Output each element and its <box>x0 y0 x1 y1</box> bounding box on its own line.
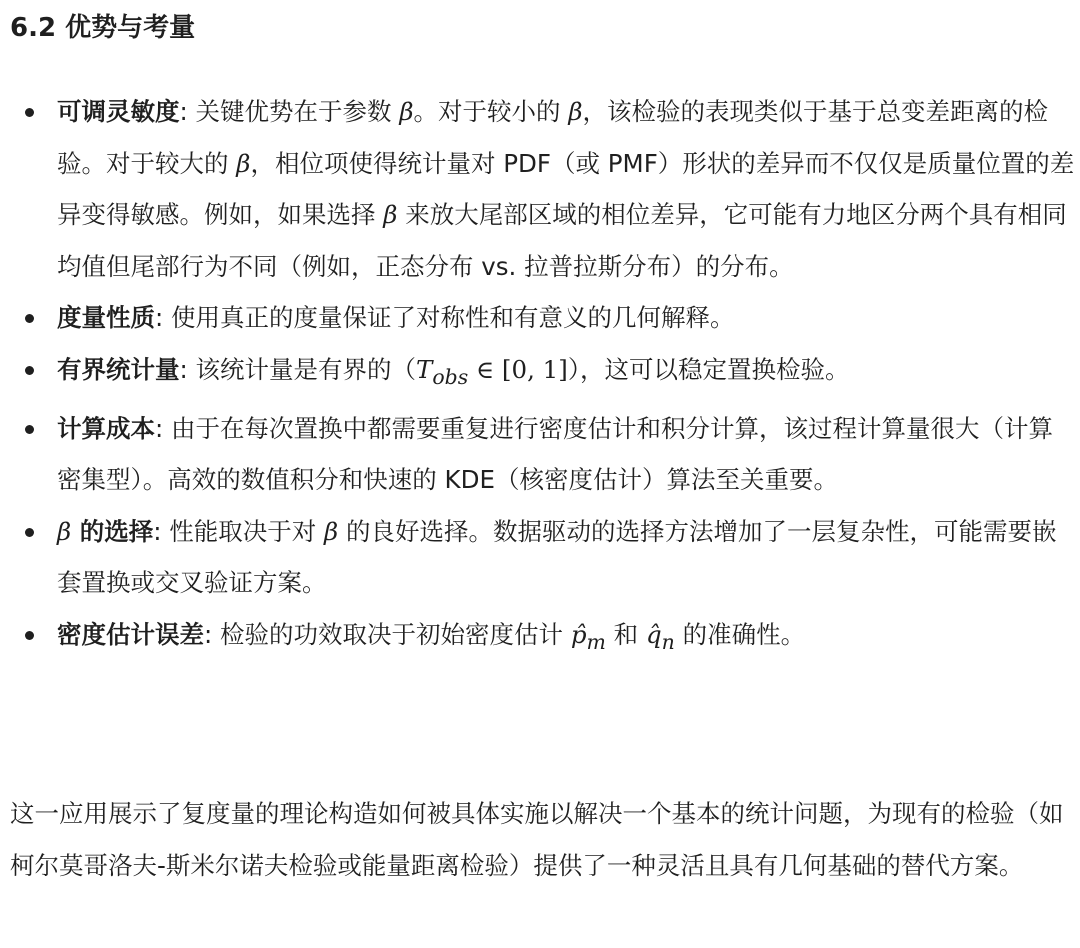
math-p-hat: p̂ <box>570 619 587 649</box>
item-text: 的良好选择。数据驱动的选择方法增加了一层复杂性，可能需要嵌套置换或交叉验证方案。 <box>57 516 1057 598</box>
item-term: 的选择 <box>71 516 154 546</box>
item-text: ，相位项使得统计量对 PDF（或 PMF）形状的差异而不仅仅是质量位置的差异变得敏感。例如，如果选择 <box>57 148 1075 229</box>
math-subscript: n <box>661 629 675 654</box>
item-separator: : <box>155 303 172 332</box>
list-item <box>0 86 1075 292</box>
list-item <box>0 609 1075 668</box>
bullet-icon <box>25 366 34 375</box>
item-text: 该统计量是有界的（ <box>195 354 417 384</box>
list-item <box>0 292 1075 344</box>
bullet-icon <box>25 314 34 323</box>
math-beta: β <box>568 97 583 126</box>
math-beta: β <box>324 516 339 546</box>
item-text: 来放大尾部区域的相位差异，它可能有力地区分两个具有相同均值但尾部行为不同（例如，正态分布 vs. 拉普拉斯分布）的分布。 <box>57 200 1067 281</box>
item-term: 计算成本 <box>57 413 155 443</box>
math-subscript: obs <box>432 364 469 389</box>
math-beta: β <box>399 97 414 126</box>
item-text: 的准确性。 <box>674 619 806 649</box>
math-t-obs: T <box>416 354 433 384</box>
item-separator: : <box>153 516 170 546</box>
math-beta: β <box>383 200 398 229</box>
item-text: 关键优势在于参数 <box>195 97 400 126</box>
item-term: 度量性质 <box>57 303 155 332</box>
list-item <box>0 403 1075 506</box>
item-text: 使用真正的度量保证了对称性和有意义的几何解释。 <box>171 303 735 332</box>
item-text: 检验的功效取决于初始密度估计 <box>220 619 571 649</box>
list-item <box>0 344 1075 403</box>
item-text: 和 <box>605 619 646 649</box>
math-beta: β <box>57 516 72 546</box>
item-term: 可调灵敏度 <box>57 97 180 126</box>
item-text: 性能取决于对 <box>169 516 325 546</box>
item-text: ），这可以稳定置换检验。 <box>567 354 850 384</box>
list-item <box>0 506 1075 609</box>
item-separator: : <box>155 413 172 443</box>
item-separator: : <box>179 97 196 126</box>
bullet-icon <box>25 528 34 537</box>
math-interval: ∈ [0, 1] <box>468 354 568 384</box>
item-text: 。对于较小的 <box>413 97 569 126</box>
bullet-icon <box>25 425 34 434</box>
math-q-hat: q̂ <box>645 619 662 649</box>
item-separator: : <box>179 354 196 384</box>
conclusion-paragraph: 这一应用展示了复度量的理论构造如何被具体实施以解决一个基本的统计问题，为现有的检验（如柯尔莫哥洛夫-斯米尔诺夫检验或能量距离检验）提供了一种灵活且具有几何基础的替代方案。 <box>10 799 1064 880</box>
math-subscript: m <box>586 629 606 654</box>
section-heading: 6.2 优势与考量 <box>10 13 196 43</box>
math-beta: β <box>236 148 251 178</box>
item-term: 有界统计量 <box>57 354 180 384</box>
advantages-list <box>0 86 1075 668</box>
bullet-icon <box>25 108 34 117</box>
item-text: ，该检验的表现类似于基于总变差距离的检验。对于较大的 <box>57 97 1048 178</box>
item-text: 由于在每次置换中都需要重复进行密度估计和积分计算，该过程计算量很大（计算密集型）。高效的数值积分和快速的 KDE（核密度估计）算法至关重要。 <box>57 413 1054 495</box>
bullet-icon <box>25 631 34 640</box>
item-separator: : <box>204 619 221 649</box>
item-term: 密度估计误差 <box>57 619 204 649</box>
